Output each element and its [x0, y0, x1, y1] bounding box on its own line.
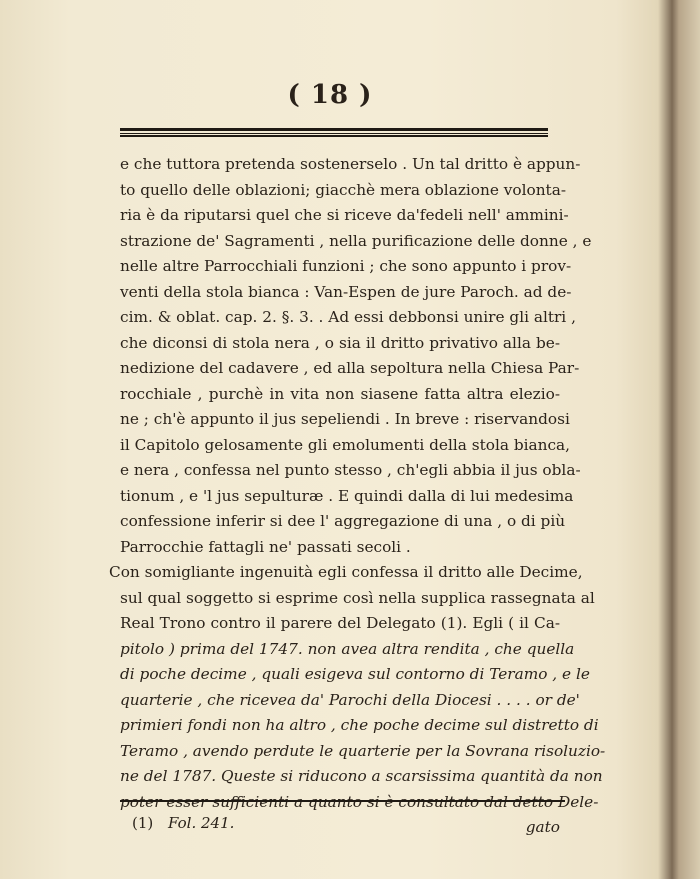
- text-line: gato: [525, 818, 560, 836]
- header-rule: [120, 128, 548, 134]
- text-line: Con somigliante ingenuità egli confessa il dritto alle Decime,: [109, 563, 583, 581]
- text-line: ne del 1787. Queste si riducono a scarsissima quantità da non: [120, 767, 603, 785]
- text-line: poter esser sufficienti a quanto si è consultato dal detto Dele-: [120, 792, 599, 811]
- text-line: nedizione del cadavere , ed alla sepoltura nella Chiesa Par-: [120, 359, 580, 377]
- text-line: di poche decime , quali esigeva sul contorno di Teramo , e le: [120, 665, 590, 683]
- text-line: tionum , e 'l jus sepulturæ . E quindi dalla di lui medesima: [120, 486, 574, 505]
- text-line: pitolo ) prima del 1747. non avea altra rendita , che quella: [120, 639, 575, 658]
- text-line: Teramo , avendo perdute le quarterie per la Sovrana risoluzio-: [120, 741, 606, 760]
- text-line: strazione de' Sagramenti , nella purificazione delle donne , e: [120, 231, 592, 250]
- text-line: quarterie , che ricevea da' Parochi della Diocesi . . . . or de': [120, 690, 580, 709]
- text-line: venti della stola bianca : Van-Espen de jure Paroch. ad de-: [120, 282, 572, 301]
- footnote: [132, 814, 234, 832]
- text-line: to quello delle oblazioni; giacchè mera oblazione volonta-: [120, 180, 566, 199]
- text-line: cim. & oblat. cap. 2. §. 3. . Ad essi debbonsi unire gli altri ,: [120, 308, 576, 326]
- footnote-text: Fol. 241.: [168, 814, 235, 832]
- text-line: sul qual soggetto si esprime così nella supplica rassegnata al: [120, 588, 595, 607]
- text-line: primieri fondi non ha altro , che poche decime sul distretto di: [120, 716, 599, 734]
- text-line: Parrocchie fattagli ne' passati secoli .: [120, 537, 411, 556]
- text-line: che diconsi di stola nera , o sia il dritto privativo alla be-: [120, 333, 560, 352]
- text-line: nelle altre Parrocchiali funzioni ; che sono appunto i prov-: [120, 257, 572, 275]
- text-line: e che tuttora pretenda sostenerselo . Un tal dritto è appun-: [120, 155, 581, 173]
- text-line: Real Trono contro il parere del Delegato (1). Egli ( il Ca-: [120, 614, 560, 632]
- text-line: ria è da riputarsi quel che si riceve da'fedeli nell' ammini-: [120, 206, 569, 224]
- footnote-rule: [120, 800, 565, 802]
- text-line: il Capitolo gelosamente gli emolumenti della stola bianca,: [120, 435, 571, 454]
- body-text: [109, 152, 606, 841]
- text-line: rocchiale , purchè in vita non siasene fatta altra elezio-: [120, 384, 560, 403]
- footnote-ref: (1): [132, 814, 154, 832]
- text-line: ne ; ch'è appunto il jus sepeliendi . In breve : riservandosi: [120, 410, 570, 428]
- text-line: e nera , confessa nel punto stesso , ch'egli abbia il jus obla-: [120, 461, 581, 479]
- page-number: ( 18 ): [287, 80, 373, 110]
- text-line: confessione inferir si dee l' aggregazione di una , o di più: [120, 512, 566, 530]
